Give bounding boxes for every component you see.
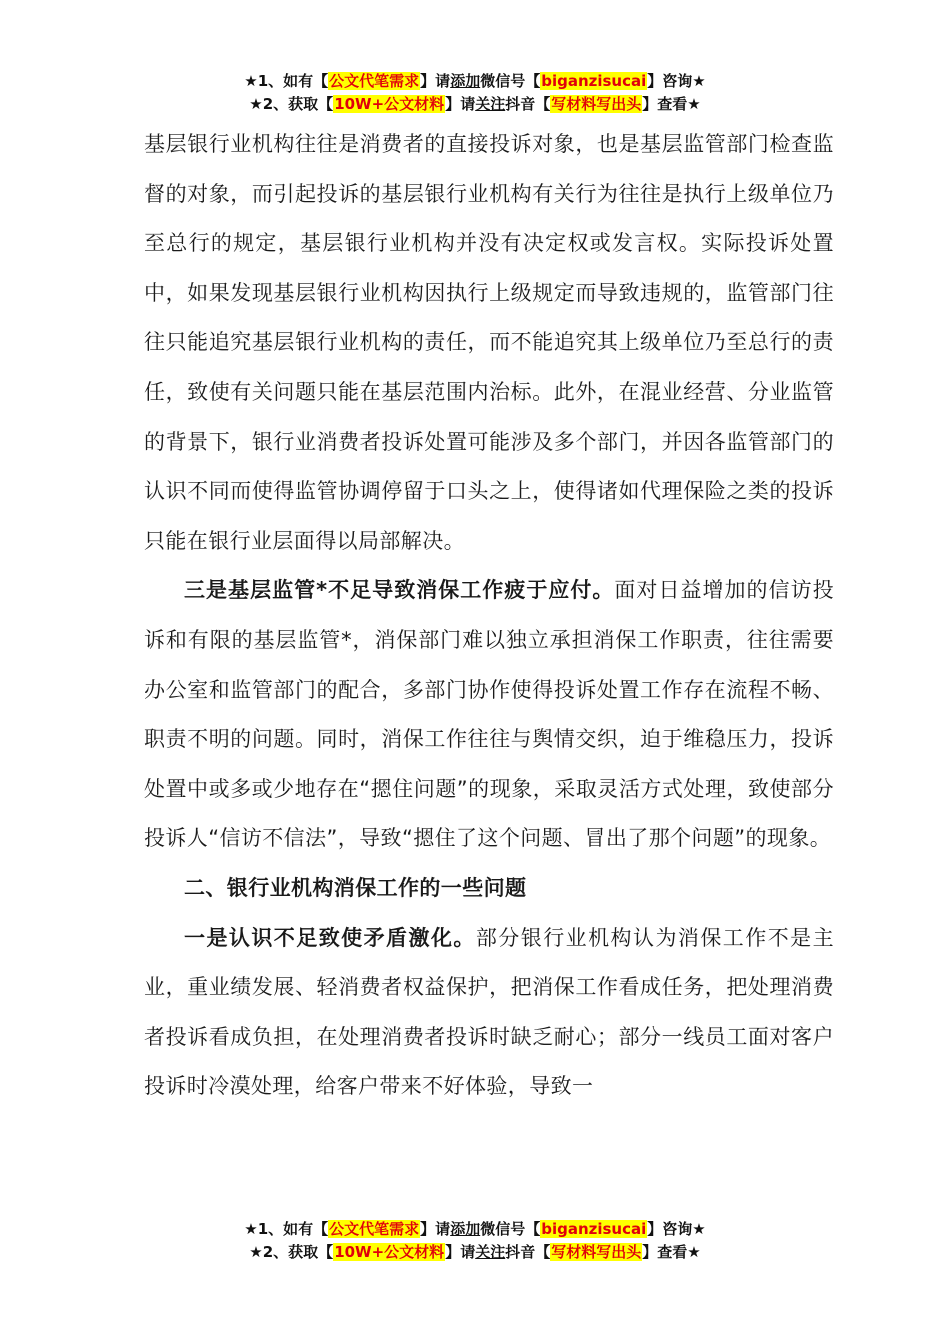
banner-line-2: ★2、获取【10W+公文材料】请关注抖音【写材料写出头】查看★: [249, 1243, 701, 1261]
star-icon: ★: [244, 72, 258, 90]
paragraph-2-lead: 三是基层监管*不足导致消保工作疲于应付。: [184, 578, 615, 603]
highlight-douyin: 写材料写出头: [551, 1243, 642, 1261]
highlight-wechat-id: biganzisucai: [541, 1220, 647, 1238]
document-body: [144, 120, 834, 1112]
star-icon: ★: [249, 95, 263, 113]
highlight-materials: 10W+公文材料: [334, 1243, 445, 1261]
paragraph-2: 三是基层监管*不足导致消保工作疲于应付。面对日益增加的信访投诉和有限的基层监管*，消保部门难以独立承担消保工作职责，往往需要办公室和监管部门的配合，多部门协作使得投诉处置工作存在流程不畅、职责不明的问题。同时，消保工作往往与舆情交织，迫于维稳压力，投诉处置中或多或少地存在“摁住问题”的现象，采取灵活方式处理，致使部分投诉人“信访不信法”，导致“摁住了这个问题、冒出了那个问题”的现象。: [144, 578, 834, 851]
highlight-wechat-id: biganzisucai: [541, 72, 647, 90]
highlight-materials: 10W+公文材料: [334, 95, 445, 113]
paragraph-3: 一是认识不足致使矛盾激化。部分银行业机构认为消保工作不是主业，重业绩发展、轻消费者权益保护，把消保工作看成任务，把处理消费者投诉看成负担，在处理消费者投诉时缺乏耐心；部分一线员工面对客户投诉时冷漠处理，给客户带来不好体验，导致一: [144, 925, 835, 1099]
highlight-service: 公文代笔需求: [329, 1220, 420, 1238]
footer-banner: [0, 1218, 950, 1264]
header-banner: [0, 70, 950, 116]
paragraph-3-lead: 一是认识不足致使矛盾激化。: [184, 925, 476, 950]
section-heading: 二、银行业机构消保工作的一些问题: [184, 875, 527, 900]
star-icon: ★: [249, 1243, 263, 1261]
paragraph-1: 基层银行业机构往往是消费者的直接投诉对象，也是基层监管部门检查监督的对象，而引起投诉的基层银行业机构有关行为往往是执行上级单位乃至总行的规定，基层银行业机构并没有决定权或发言权。实际投诉处置中，如果发现基层银行业机构因执行上级规定而导致违规的，监管部门往往只能追究基层银行业机构的责任，而不能追究其上级单位乃至总行的责任，致使有关问题只能在基层范围内治标。此外，在混业经营、分业监管的背景下，银行业消费者投诉处置可能涉及多个部门，并因各监管部门的认识不同而使得监管协调停留于口头之上，使得诸如代理保险之类的投诉只能在银行业层面得以局部解决。: [144, 132, 834, 553]
banner-line-2: ★2、获取【10W+公文材料】请关注抖音【写材料写出头】查看★: [249, 95, 701, 113]
banner-line-1: ★1、如有【公文代笔需求】请添加微信号【biganzisucai】咨询★: [244, 1220, 706, 1238]
highlight-douyin: 写材料写出头: [551, 95, 642, 113]
banner-line-1: ★1、如有【公文代笔需求】请添加微信号【biganzisucai】咨询★: [244, 72, 706, 90]
highlight-service: 公文代笔需求: [329, 72, 420, 90]
star-icon: ★: [244, 1220, 258, 1238]
